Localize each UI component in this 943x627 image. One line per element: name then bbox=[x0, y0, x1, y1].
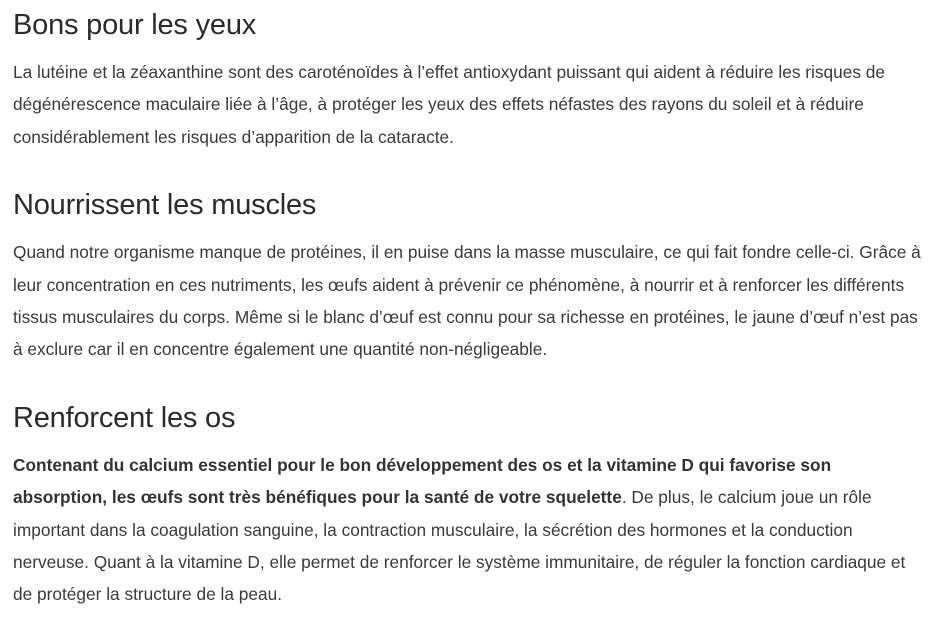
section-heading: Bons pour les yeux bbox=[13, 9, 257, 41]
section-paragraph: Quand notre organisme manque de protéines, il en puise dans la masse musculaire, ce qui fait fondre celle-ci. Grâce à leur concentration en ces nutriments, les œufs aident à prévenir ce phénomène, à nourrir et à renforcer les différents tissus musculaires du corps. Même si le blanc d’œuf est connu pour sa richesse en protéines, le jaune d’œuf n’est pas à exclure car il en concentre également une quantité non-négligeable. bbox=[13, 242, 921, 360]
section-paragraph: La lutéine et la zéaxanthine sont des caroténoïdes à l’effet antioxydant puissant qui aident à réduire les risques de dégénérescence maculaire liée à l’âge, à protéger les yeux des effets néfastes des rayons du soleil et à réduire considérablement les risques d’apparition de la cataracte. bbox=[13, 62, 886, 147]
section-eyes bbox=[13, 8, 923, 153]
section-paragraph bbox=[13, 449, 923, 611]
section-paragraph-rest: . De plus, le calcium joue un rôle important dans la coagulation sanguine, la contraction musculaire, la sécrétion des hormones et la conduction nerveuse. Quant à la vitamine D, elle permet de renforcer le système immunitaire, de réguler la fonction cardiaque et de protéger la structure de la peau. bbox=[13, 487, 906, 605]
section-heading: Nourrissent les muscles bbox=[13, 189, 317, 222]
section-bones bbox=[13, 401, 923, 611]
section-muscles bbox=[13, 188, 923, 366]
section-heading: Renforcent les os bbox=[13, 401, 236, 434]
section-paragraph-bold: Contenant du calcium essentiel pour le bon développement des os et la vitamine D qui favorise son absorption, les œufs sont très bénéfiques pour la santé de votre squelette bbox=[13, 454, 832, 508]
